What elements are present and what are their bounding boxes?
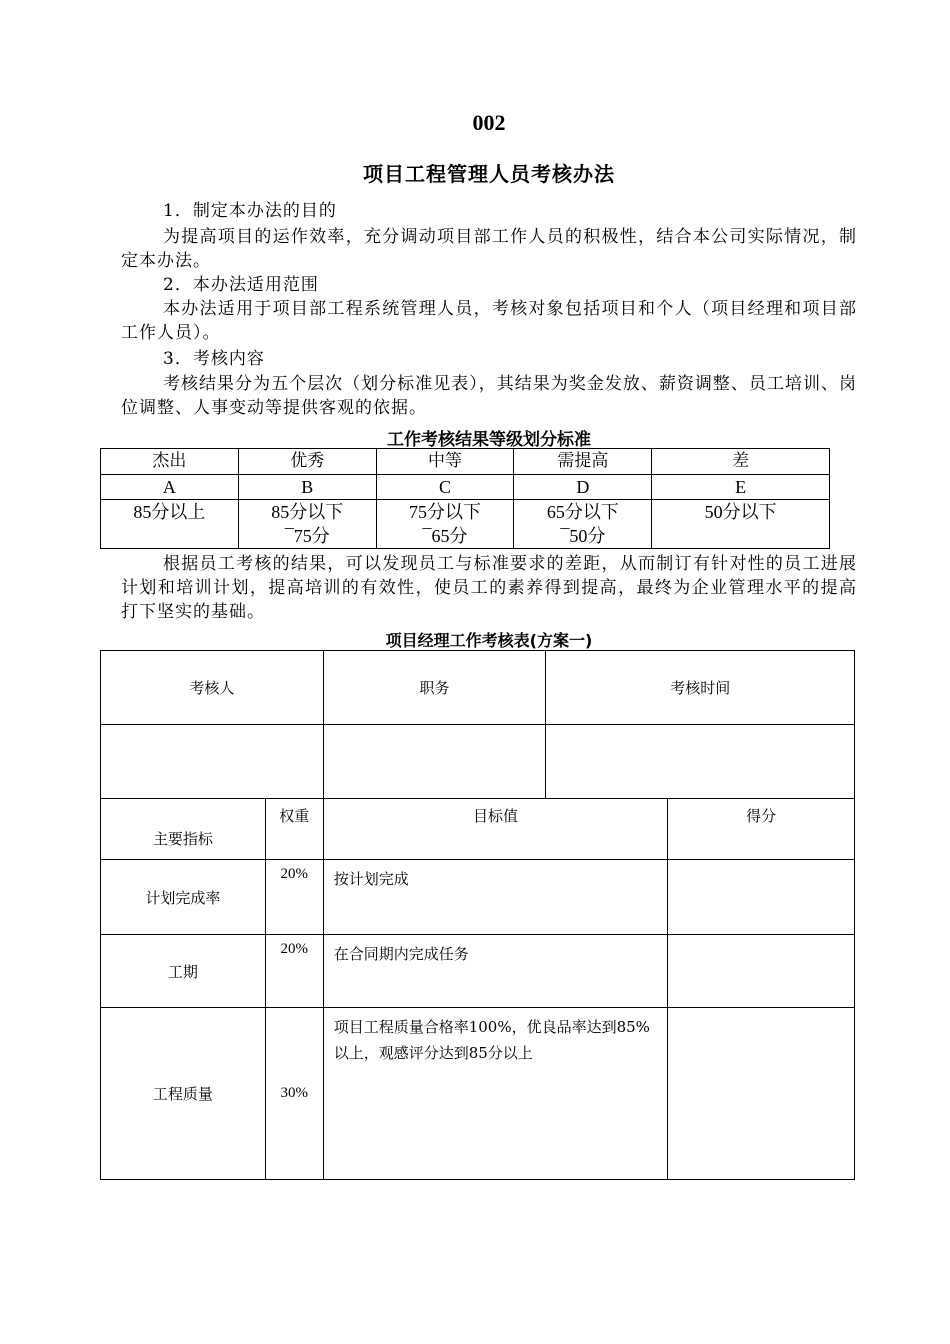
section-3-body: 考核结果分为五个层次（划分标准见表），其结果为奖金发放、薪资调整、员工培训、岗位调整、人事变动等提供客观的依据。 <box>121 374 857 418</box>
target-cell: 项目工程质量合格率100%，优良品率达到85%以上，观感评分达到85分以上 <box>323 1008 668 1180</box>
eval-table <box>100 650 855 1180</box>
assessor-value <box>101 725 324 799</box>
target-header: 目标值 <box>323 799 668 860</box>
position-label: 职务 <box>323 651 546 725</box>
grade-range-cell <box>514 500 652 549</box>
grade-letter-cell: C <box>376 475 514 500</box>
target-cell: 按计划完成 <box>323 860 668 935</box>
range-line-2: ¯75分 <box>284 526 330 546</box>
range-line-1: 65分以下 <box>546 502 619 522</box>
table-row <box>101 860 855 935</box>
grade-header-cell: 差 <box>652 449 830 475</box>
table-row <box>101 935 855 1008</box>
document-number: 002 <box>472 110 506 135</box>
position-value <box>323 725 546 799</box>
grade-header-cell: 需提高 <box>514 449 652 475</box>
grade-range-cell <box>376 500 514 549</box>
section-1-body: 为提高项目的运作效率，充分调动项目部工作人员的积极性，结合本公司实际情况，制定本办法。 <box>121 227 857 271</box>
section-3-heading: 3．考核内容 <box>163 349 265 369</box>
grade-range-cell <box>238 500 376 549</box>
section-2-body: 本办法适用于项目部工程系统管理人员，考核对象包括项目和个人（项目经理和项目部工作人员）。 <box>121 299 857 343</box>
indicator-cell: 工程质量 <box>101 1008 266 1180</box>
grade-range-row <box>101 500 830 549</box>
section-2-heading: 2．本办法适用范围 <box>163 275 319 295</box>
eval-blank-row <box>101 725 855 799</box>
score-cell <box>668 860 855 935</box>
grade-letter-row <box>101 475 830 500</box>
grade-letter-cell: B <box>238 475 376 500</box>
eval-head-row <box>101 651 855 725</box>
weight-cell: 30% <box>265 1008 323 1180</box>
section-1-heading: 1．制定本办法的目的 <box>163 201 337 221</box>
document-title: 项目工程管理人员考核办法 <box>363 162 615 186</box>
time-label: 考核时间 <box>546 651 855 725</box>
score-cell <box>668 935 855 1008</box>
range-line-1: 85分以下 <box>271 502 344 522</box>
eval-table-title: 项目经理工作考核表(方案一) <box>385 631 593 650</box>
grade-header-cell: 杰出 <box>101 449 239 475</box>
target-cell: 在合同期内完成任务 <box>323 935 668 1008</box>
weight-cell: 20% <box>265 860 323 935</box>
assessor-label: 考核人 <box>101 651 324 725</box>
score-header: 得分 <box>668 799 855 860</box>
indicator-cell: 工期 <box>101 935 266 1008</box>
indicator-header: 主要指标 <box>101 799 266 860</box>
indicator-cell: 计划完成率 <box>101 860 266 935</box>
time-value <box>546 725 855 799</box>
score-cell <box>668 1008 855 1180</box>
range-line-1: 50分以下 <box>704 502 777 522</box>
grade-header-cell: 优秀 <box>238 449 376 475</box>
grade-letter-cell: A <box>101 475 239 500</box>
grade-table <box>100 448 830 549</box>
grade-range-cell <box>652 500 830 549</box>
after-table-paragraph: 根据员工考核的结果，可以发现员工与标准要求的差距，从而制订有针对性的员工进展计划和培训计划，提高培训的有效性，使员工的素养得到提高，最终为企业管理水平的提高打下坚实的基础。 <box>121 554 857 622</box>
table-row <box>101 1008 855 1180</box>
weight-cell: 20% <box>265 935 323 1008</box>
eval-col-header-row <box>101 799 855 860</box>
range-line-2: ¯65分 <box>422 526 468 546</box>
grade-letter-cell: E <box>652 475 830 500</box>
grade-letter-cell: D <box>514 475 652 500</box>
range-line-1: 75分以下 <box>409 502 482 522</box>
grade-header-cell: 中等 <box>376 449 514 475</box>
range-line-1: 85分以上 <box>133 502 206 522</box>
grade-header-row <box>101 449 830 475</box>
range-line-2: ¯50分 <box>560 526 606 546</box>
weight-header: 权重 <box>265 799 323 860</box>
grade-table-title: 工作考核结果等级划分标准 <box>387 430 591 450</box>
grade-range-cell <box>101 500 239 549</box>
